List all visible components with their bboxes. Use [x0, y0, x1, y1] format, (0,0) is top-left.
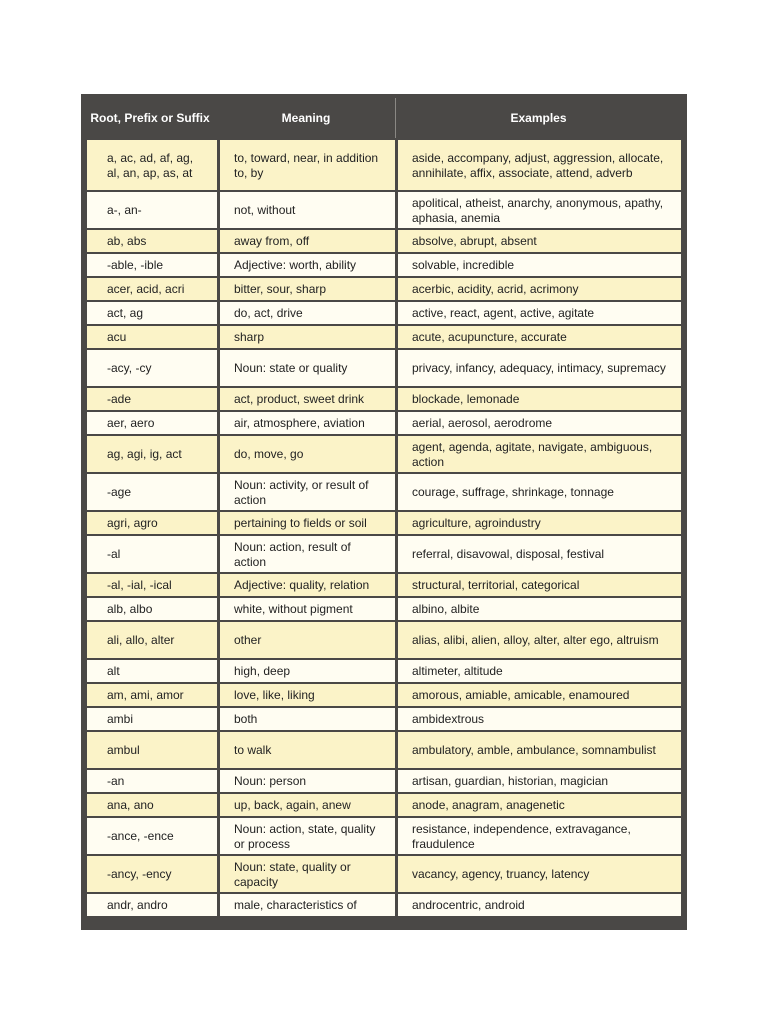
- cell-examples: artisan, guardian, historian, magician: [395, 768, 681, 792]
- cell-meaning: Adjective: worth, ability: [217, 252, 395, 276]
- cell-meaning: air, atmosphere, aviation: [217, 410, 395, 434]
- roots-table: [83, 98, 681, 916]
- cell-meaning: Noun: action, state, quality or process: [217, 816, 395, 854]
- cell-meaning: love, like, liking: [217, 682, 395, 706]
- cell-examples: aerial, aerosol, aerodrome: [395, 410, 681, 434]
- cell-root: ambul: [83, 730, 217, 768]
- cell-examples: anode, anagram, anagenetic: [395, 792, 681, 816]
- cell-examples: ambidextrous: [395, 706, 681, 730]
- cell-root: -an: [83, 768, 217, 792]
- cell-meaning: Noun: activity, or result of action: [217, 472, 395, 510]
- table-row: [83, 276, 681, 300]
- cell-root: a, ac, ad, af, ag, al, an, ap, as, at: [83, 138, 217, 190]
- table-row: [83, 730, 681, 768]
- cell-meaning: to walk: [217, 730, 395, 768]
- cell-examples: absolve, abrupt, absent: [395, 228, 681, 252]
- table-row: [83, 300, 681, 324]
- cell-meaning: do, move, go: [217, 434, 395, 472]
- table-row: [83, 138, 681, 190]
- cell-meaning: other: [217, 620, 395, 658]
- cell-root: act, ag: [83, 300, 217, 324]
- table-row: [83, 682, 681, 706]
- table-row: [83, 228, 681, 252]
- cell-meaning: white, without pigment: [217, 596, 395, 620]
- cell-meaning: bitter, sour, sharp: [217, 276, 395, 300]
- cell-examples: albino, albite: [395, 596, 681, 620]
- cell-root: -al, -ial, -ical: [83, 572, 217, 596]
- table-row: [83, 190, 681, 228]
- table-row: [83, 348, 681, 386]
- cell-meaning: Noun: person: [217, 768, 395, 792]
- cell-root: -ance, -ence: [83, 816, 217, 854]
- frame-right-border: [681, 94, 687, 930]
- cell-meaning: Noun: action, result of action: [217, 534, 395, 572]
- cell-examples: privacy, infancy, adequacy, intimacy, supremacy: [395, 348, 681, 386]
- cell-examples: acute, acupuncture, accurate: [395, 324, 681, 348]
- cell-examples: blockade, lemonade: [395, 386, 681, 410]
- table-row: [83, 620, 681, 658]
- cell-root: agri, agro: [83, 510, 217, 534]
- header-examples: Examples: [395, 98, 681, 138]
- cell-meaning: Noun: state, quality or capacity: [217, 854, 395, 892]
- cell-root: ali, allo, alter: [83, 620, 217, 658]
- cell-meaning: act, product, sweet drink: [217, 386, 395, 410]
- cell-examples: agriculture, agroindustry: [395, 510, 681, 534]
- cell-meaning: both: [217, 706, 395, 730]
- cell-examples: structural, territorial, categorical: [395, 572, 681, 596]
- cell-meaning: sharp: [217, 324, 395, 348]
- table-row: [83, 854, 681, 892]
- cell-meaning: up, back, again, anew: [217, 792, 395, 816]
- cell-examples: apolitical, atheist, anarchy, anonymous, apathy, aphasia, anemia: [395, 190, 681, 228]
- table-row: [83, 472, 681, 510]
- cell-root: -age: [83, 472, 217, 510]
- cell-root: a-, an-: [83, 190, 217, 228]
- cell-examples: agent, agenda, agitate, navigate, ambiguous, action: [395, 434, 681, 472]
- table-row: [83, 534, 681, 572]
- cell-examples: alias, alibi, alien, alloy, alter, alter ego, altruism: [395, 620, 681, 658]
- cell-root: alt: [83, 658, 217, 682]
- cell-examples: resistance, independence, extravagance, fraudulence: [395, 816, 681, 854]
- cell-root: -ancy, -ency: [83, 854, 217, 892]
- cell-meaning: to, toward, near, in addition to, by: [217, 138, 395, 190]
- cell-examples: aside, accompany, adjust, aggression, allocate, annihilate, affix, associate, attend, adverb: [395, 138, 681, 190]
- table-row: [83, 768, 681, 792]
- cell-root: -ade: [83, 386, 217, 410]
- cell-examples: androcentric, android: [395, 892, 681, 916]
- cell-root: -able, -ible: [83, 252, 217, 276]
- table-row: [83, 252, 681, 276]
- header-root: Root, Prefix or Suffix: [83, 98, 217, 138]
- table-row: [83, 892, 681, 916]
- cell-root: aer, aero: [83, 410, 217, 434]
- cell-root: acu: [83, 324, 217, 348]
- cell-examples: referral, disavowal, disposal, festival: [395, 534, 681, 572]
- table-row: [83, 596, 681, 620]
- cell-root: am, ami, amor: [83, 682, 217, 706]
- cell-examples: solvable, incredible: [395, 252, 681, 276]
- cell-examples: ambulatory, amble, ambulance, somnambulist: [395, 730, 681, 768]
- cell-root: ab, abs: [83, 228, 217, 252]
- cell-meaning: not, without: [217, 190, 395, 228]
- cell-meaning: Adjective: quality, relation: [217, 572, 395, 596]
- cell-root: ana, ano: [83, 792, 217, 816]
- cell-root: -al: [83, 534, 217, 572]
- cell-meaning: high, deep: [217, 658, 395, 682]
- cell-root: ag, agi, ig, act: [83, 434, 217, 472]
- table-row: [83, 658, 681, 682]
- table-header: [83, 98, 681, 138]
- table-frame: [81, 94, 687, 930]
- cell-root: -acy, -cy: [83, 348, 217, 386]
- header-meaning: Meaning: [217, 98, 395, 138]
- table-body: [83, 138, 681, 916]
- table-row: [83, 706, 681, 730]
- cell-examples: active, react, agent, active, agitate: [395, 300, 681, 324]
- cell-meaning: male, characteristics of: [217, 892, 395, 916]
- table-row: [83, 410, 681, 434]
- cell-meaning: do, act, drive: [217, 300, 395, 324]
- table-row: [83, 816, 681, 854]
- table-row: [83, 324, 681, 348]
- cell-root: andr, andro: [83, 892, 217, 916]
- cell-root: ambi: [83, 706, 217, 730]
- cell-examples: amorous, amiable, amicable, enamoured: [395, 682, 681, 706]
- cell-examples: altimeter, altitude: [395, 658, 681, 682]
- cell-root: acer, acid, acri: [83, 276, 217, 300]
- cell-meaning: Noun: state or quality: [217, 348, 395, 386]
- table-row: [83, 510, 681, 534]
- cell-root: alb, albo: [83, 596, 217, 620]
- table-row: [83, 792, 681, 816]
- cell-examples: vacancy, agency, truancy, latency: [395, 854, 681, 892]
- table-row: [83, 572, 681, 596]
- cell-meaning: away from, off: [217, 228, 395, 252]
- cell-meaning: pertaining to fields or soil: [217, 510, 395, 534]
- table-row: [83, 434, 681, 472]
- cell-examples: courage, suffrage, shrinkage, tonnage: [395, 472, 681, 510]
- cell-examples: acerbic, acidity, acrid, acrimony: [395, 276, 681, 300]
- table-row: [83, 386, 681, 410]
